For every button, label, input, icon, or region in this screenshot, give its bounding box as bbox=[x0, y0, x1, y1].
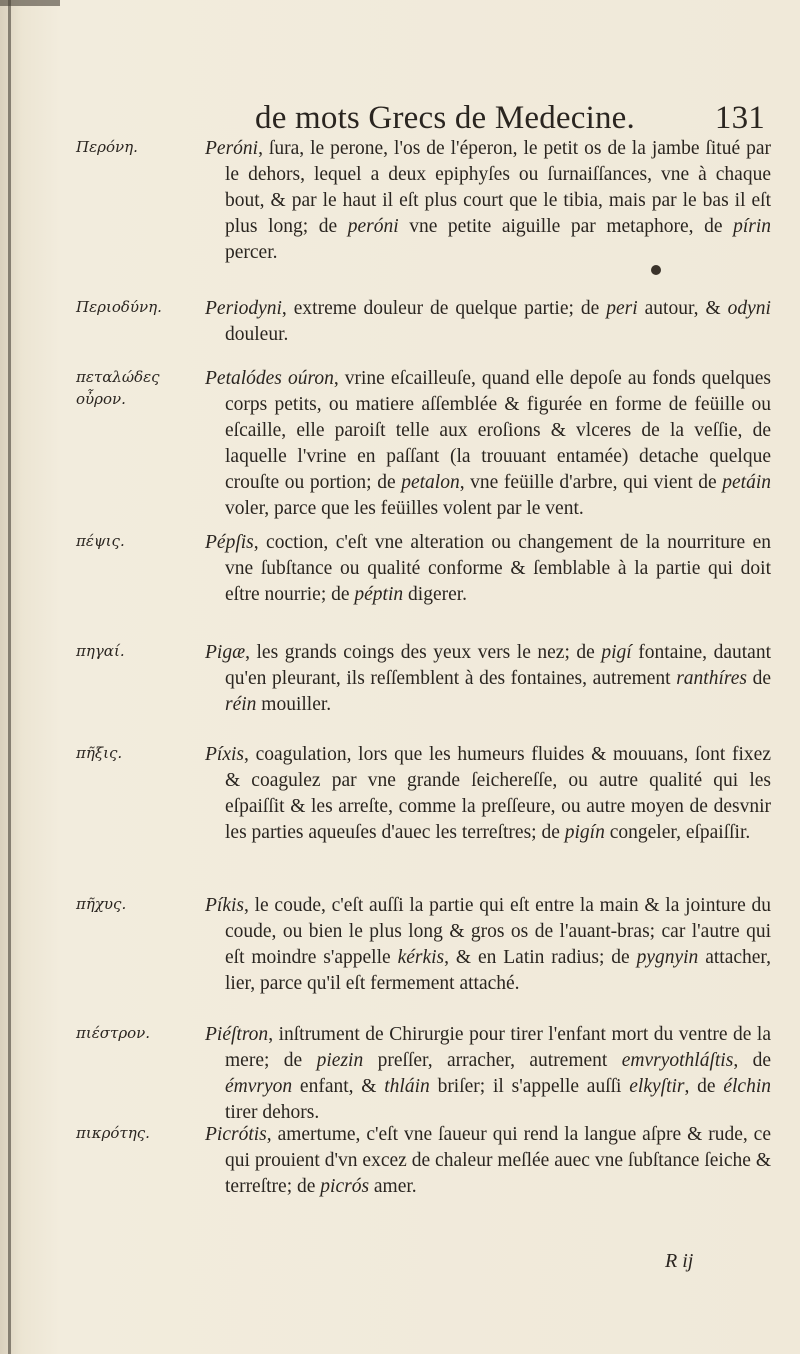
italic-term: Píxis bbox=[205, 744, 244, 765]
running-head-title: de mots Grecs de Medecine. bbox=[255, 100, 635, 136]
entry-definition bbox=[205, 136, 771, 266]
definition-text: , de bbox=[684, 1076, 724, 1097]
definition-text: attacher, lier, parce qu'il eſt fermement attaché. bbox=[225, 947, 771, 994]
italic-term: peri bbox=[606, 298, 638, 319]
entry-definition bbox=[205, 742, 771, 846]
definition-text: douleur. bbox=[225, 324, 289, 345]
italic-term: thláin bbox=[384, 1076, 430, 1097]
definition-text: de bbox=[746, 668, 771, 689]
entry-definition bbox=[205, 1022, 771, 1126]
definition-text: voler, parce que les feüilles volent par le vent. bbox=[225, 498, 584, 519]
definition-text: amer. bbox=[369, 1176, 417, 1197]
definition-text: mouiller. bbox=[256, 694, 332, 715]
definition-text: , extreme douleur de quelque partie; de bbox=[281, 298, 607, 319]
definition-text: , ſura, le perone, l'os de l'éperon, le petit os de la jambe ſitué par le dehors, lequel a deux epiphyſes ou ſurnaiſſances, vne à chaque bout, & par le haut il eſt plus court que le tibia, mais par le bas il eſt plus long; de bbox=[225, 138, 771, 237]
definition-text: fontaine, dautant qu'en pleurant, ils reſſemblent à des fontaines, autrement bbox=[225, 642, 771, 689]
italic-term: piezin bbox=[316, 1050, 364, 1071]
italic-term: pírin bbox=[733, 216, 771, 237]
definition-text: , vne feüille d'arbre, qui vient de bbox=[459, 472, 723, 493]
italic-term: Peróni bbox=[205, 138, 259, 159]
definition-text: autour, & bbox=[637, 298, 728, 319]
definition-text: , vrine eſcailleuſe, quand elle depoſe au fonds quelques corps petits, ou matiere aſſemblée & figurée en forme de feüille ou eſcaille, elle paroiſt telle aux eroſions & vlceres de la veſſie, de laquelle l'vrine en paſſant (la trouuant entamée) detache quelque crouſte ou portion; de bbox=[225, 368, 772, 493]
definition-text: congeler, eſpaiſſir. bbox=[604, 822, 751, 843]
greek-headword: πῆξις. bbox=[76, 744, 123, 762]
italic-term: Píkis bbox=[205, 895, 244, 916]
entry-definition bbox=[205, 530, 771, 608]
definition-text: briſer; il s'appelle auſſi bbox=[429, 1076, 630, 1097]
italic-term: petáin bbox=[722, 472, 771, 493]
signature-mark: R ij bbox=[665, 1250, 694, 1272]
definition-text: vne petite aiguille par metaphore, de bbox=[398, 216, 734, 237]
definition-text: preſſer, arracher, autrement bbox=[363, 1050, 622, 1071]
definition-text: , de bbox=[733, 1050, 772, 1071]
greek-headword: Περιοδύνη. bbox=[76, 298, 162, 316]
definition-text: , & en Latin radius; de bbox=[444, 947, 637, 968]
greek-headword: πικρότης. bbox=[76, 1124, 150, 1142]
definition-text: digerer. bbox=[403, 584, 468, 605]
greek-headword: Περόνη. bbox=[76, 138, 138, 156]
definition-text: tirer dehors. bbox=[225, 1102, 320, 1123]
italic-term: ranthíres bbox=[676, 668, 747, 689]
entry-definition bbox=[205, 1122, 771, 1200]
entry-definition bbox=[205, 296, 771, 348]
greek-headword: πηγαί. bbox=[76, 642, 125, 660]
italic-term: émvryon bbox=[225, 1076, 293, 1097]
italic-term: kérkis bbox=[397, 947, 445, 968]
definition-text: , inſtrument de Chirurgie pour tirer l'enfant mort du ventre de la mere; de bbox=[225, 1024, 771, 1071]
page-edge-mark bbox=[0, 0, 60, 6]
italic-term: emvryothláſtis bbox=[621, 1050, 734, 1071]
definition-text: , le coude, c'eſt auſſi la partie qui eſt entre la main & la jointure du coude, ou bien le plus long & gros os de l'auant-bras; car l'autre qui eſt moindre s'appelle bbox=[225, 895, 771, 968]
greek-headword: πιέστρον. bbox=[76, 1024, 151, 1042]
italic-term: picrós bbox=[320, 1176, 370, 1197]
italic-term: Petalódes oúron bbox=[205, 368, 334, 389]
definition-text: , amertume, c'eſt vne ſaueur qui rend la langue aſpre & rude, ce qui prouient d'vn excez de chaleur meſlée auec vne ſubſtance ſeiche & terreſtre; de bbox=[225, 1124, 771, 1197]
italic-term: odyni bbox=[727, 298, 771, 319]
italic-term: pigí bbox=[601, 642, 632, 663]
definition-text: , les grands coings des yeux vers le nez; de bbox=[245, 642, 602, 663]
italic-term: pygnyin bbox=[636, 947, 699, 968]
ink-spot-icon bbox=[651, 265, 661, 275]
definition-text: percer. bbox=[225, 242, 278, 263]
spine-edge bbox=[8, 0, 11, 1354]
greek-headword: πῆχυς. bbox=[76, 895, 127, 913]
italic-term: péptin bbox=[354, 584, 404, 605]
entry-definition bbox=[205, 893, 771, 997]
folio-number: 131 bbox=[714, 100, 765, 136]
italic-term: élchin bbox=[723, 1076, 772, 1097]
entry-definition bbox=[205, 640, 771, 718]
italic-term: Piéſtron bbox=[205, 1024, 269, 1045]
italic-term: réin bbox=[225, 694, 257, 715]
italic-term: Pépſis bbox=[205, 532, 254, 553]
greek-headword: πέψις. bbox=[76, 532, 125, 550]
italic-term: petalon bbox=[401, 472, 460, 493]
definition-text: , coagulation, lors que les humeurs fluides & mouuans, ſont fixez & coagulez par vne grande ſeichereſſe, ou autre qualité qui les eſpaiſſit & les arreſte, comme la preſſeure, ou autre moyen de desvnir les parties aqueuſes d'auec les terreſtres; de bbox=[225, 744, 771, 843]
italic-term: Pigæ bbox=[205, 642, 246, 663]
italic-term: elkyſtir bbox=[629, 1076, 685, 1097]
greek-headword: πεταλώδες οὖρον. bbox=[76, 368, 160, 408]
italic-term: Picrótis bbox=[205, 1124, 267, 1145]
definition-text: , coction, c'eſt vne alteration ou changement de la nourriture en vne ſubſtance ou qualité conforme & ſemblable à la partie qui doit eſtre nourrie; de bbox=[225, 532, 771, 605]
italic-term: pigín bbox=[564, 822, 605, 843]
italic-term: Periodyni bbox=[205, 298, 282, 319]
italic-term: peróni bbox=[347, 216, 399, 237]
running-head bbox=[255, 100, 775, 137]
definition-text: enfant, & bbox=[292, 1076, 385, 1097]
entry-definition bbox=[205, 366, 771, 522]
